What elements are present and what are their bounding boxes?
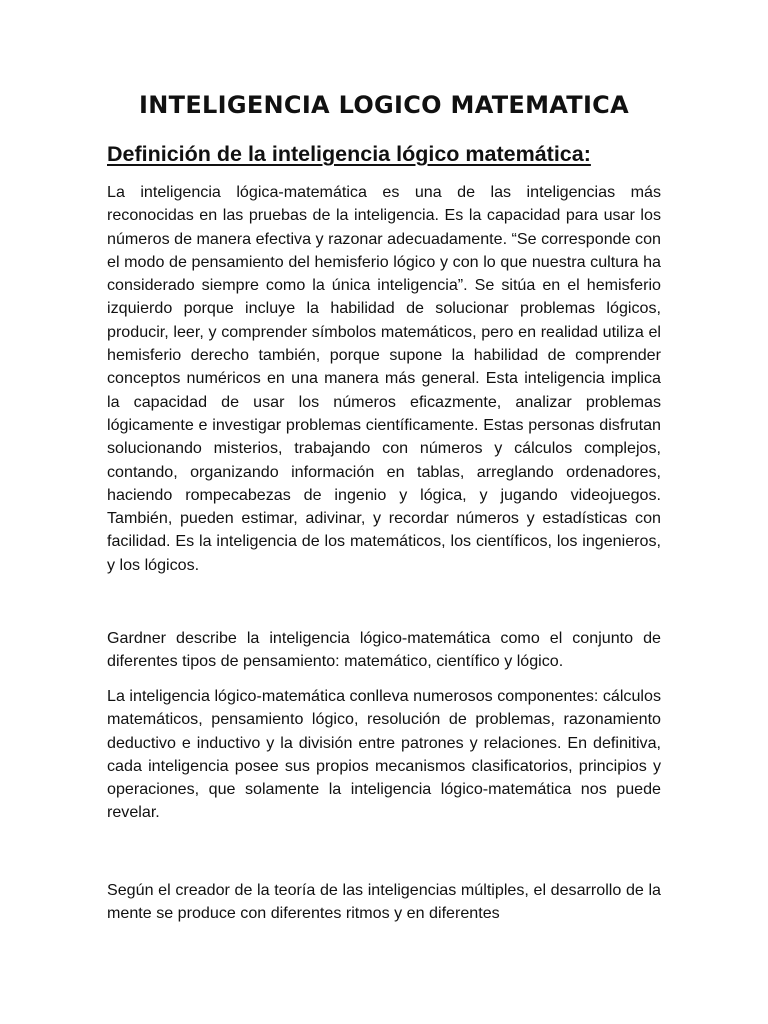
body-paragraph-gardner: Gardner describe la inteligencia lógico-matemática como el conjunto de diferentes tipos de pensamiento: matemático, científico y lógico. bbox=[107, 629, 661, 671]
body-paragraph-definition: La inteligencia lógica-matemática es una de las inteligencias más reconocidas en las pruebas de la inteligencia. Es la capacidad para usar los números de manera efectiva y razonar adecuadamente. “Se corresponde con el modo de pensamiento del hemisferio lógico y con lo que nuestra cultura ha considerado siempre como la única inteligencia”. Se sitúa en el hemisferio izquierdo porque incluye la habilidad de solucionar problemas lógicos, producir, leer, y comprender símbolos matemáticos, pero en realidad utiliza el hemisferio derecho también, porque supone la habilidad de comprender conceptos numéricos en una manera más general. Esta inteligencia implica la capacidad de usar los números eficazmente, analizar problemas lógicamente e investigar problemas científicamente. Estas personas disfrutan solucionando misterios, trabajando con números y cálculos complejos, contando, organizando información en tablas, arreglando ordenadores, haciendo rompecabezas de ingenio y lógica, y jugando videojuegos. También, pueden estimar, adivinar, y recordar números y estadísticas con facilidad. Es la inteligencia de los matemáticos, los científicos, los ingenieros, y los lógicos. bbox=[107, 183, 661, 574]
body-paragraph-components: La inteligencia lógico-matemática conlleva numerosos componentes: cálculos matemáticos, pensamiento lógico, resolución de problemas, razonamiento deductivo e inductivo y la división entre patrones y relaciones. En definitiva, cada inteligencia posee sus propios mecanismos clasificatorios, principios y operaciones, que solamente la inteligencia lógico-matemática nos puede revelar. bbox=[107, 687, 661, 822]
document-title: INTELIGENCIA LOGICO MATEMATICA bbox=[139, 91, 629, 119]
body-paragraph-development: Según el creador de la teoría de las inteligencias múltiples, el desarrollo de la mente se produce con diferentes ritmos y en diferentes bbox=[107, 881, 661, 923]
section-heading: Definición de la inteligencia lógico matemática: bbox=[107, 142, 591, 166]
